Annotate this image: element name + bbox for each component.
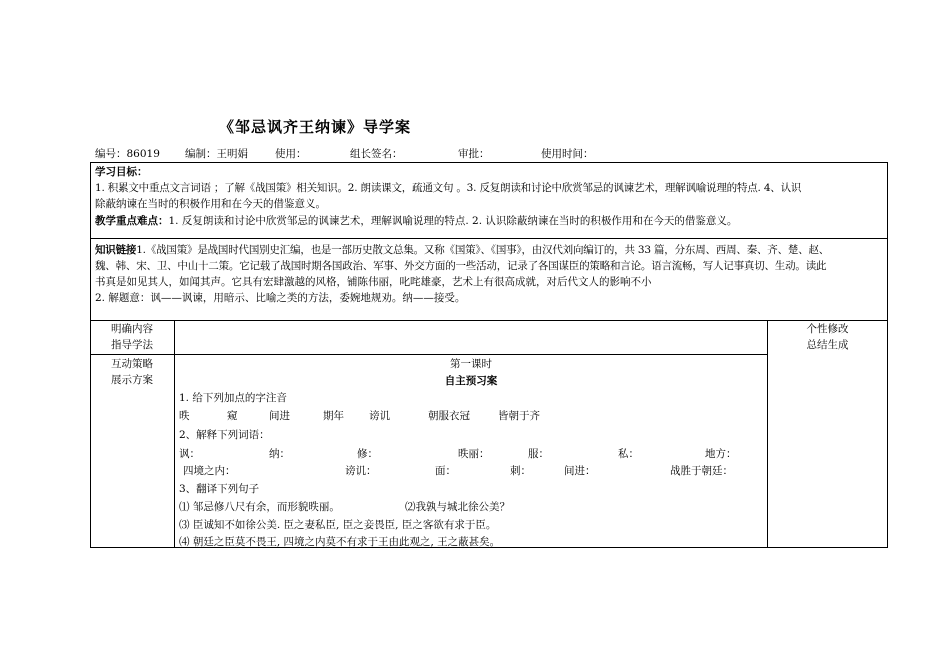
knowledge-line-4: 2. 解题意：讽——讽谏，用暗示、比喻之类的方法，委婉地规劝。纳——接受。 xyxy=(95,292,466,304)
knowledge-line-3: 书真是如见其人，如闻其声。它具有宏肆激越的风格，铺陈伟丽，叱咤雄豪，艺术上有很高成就，对后代文人的影响不小 xyxy=(95,276,652,288)
goals-line-2: 除蔽纳谏在当时的积极作用和在今天的借鉴意义。 xyxy=(95,198,326,210)
q2-term: 间进： xyxy=(564,465,596,477)
rule-row1-bottom xyxy=(90,354,767,355)
page-title: 《邹忌讽齐王纳谏》导学案 xyxy=(218,118,411,136)
knowledge-text-1: 1.《战国策》是战国时代国别史汇编，也是一部历史散文总集。又称《国策》、《国事》，由汉代刘向编订的，共 33 篇，分东周、西周、秦、齐、楚、赵、 xyxy=(136,244,830,256)
goals-line-1: 1. 积累文中重点文言词语 ；了解《战国策》相关知识。2. 朗读课文，疏通文句 。3. 反复朗读和讨论中欣赏邹忌的讽谏艺术，理解讽喻说理的特点. 4、认识 xyxy=(95,182,802,194)
right-col-a: 个性修改 xyxy=(806,323,849,335)
meta-use-time: 使用时间： xyxy=(541,148,594,160)
q2-term: 私： xyxy=(618,448,639,460)
sentence-1: ⑴ 邹忌修八尺有余，而形貌昳丽。 xyxy=(179,501,340,513)
key-text: 1. 反复朗读和讨论中欣赏邹忌的讽谏艺术，理解讽喻说理的特点. 2. 认识除蔽纳谏在当时的积极作用和在今天的借鉴意义。 xyxy=(168,215,738,227)
meta-leader: 组长签名： xyxy=(350,148,403,160)
knowledge-line-1 xyxy=(95,242,829,258)
q1-word: 皆朝于齐 xyxy=(498,410,540,422)
q2-row-2 xyxy=(183,463,768,479)
q2-term: 服： xyxy=(528,448,549,460)
meta-editor: 编制：王明娟 xyxy=(185,148,248,160)
q2-term: 讽： xyxy=(179,448,200,460)
key-points xyxy=(95,213,737,229)
q1-word: 谤讥 xyxy=(369,410,390,422)
key-heading: 教学重点难点： xyxy=(95,215,169,227)
q2-term: 昳丽： xyxy=(458,448,490,460)
q2-term: 面： xyxy=(435,465,456,477)
q1-heading: 1. 给下列加点的字注音 xyxy=(179,392,287,404)
q2-term: 纳： xyxy=(269,448,290,460)
q2-term: 四境之内： xyxy=(183,465,236,477)
knowledge-heading: 知识链接 xyxy=(95,244,137,256)
lesson-period: 第一课时 xyxy=(450,358,492,370)
q2-term: 刺： xyxy=(510,465,531,477)
left-row1-b: 指导学法 xyxy=(111,339,153,351)
goals-heading: 学习目标： xyxy=(95,166,148,178)
rule-goals-bottom xyxy=(90,238,888,239)
right-col-b: 总结生成 xyxy=(806,339,849,351)
left-row2-a: 互动策略 xyxy=(111,358,153,370)
q1-word: 朝服衣冠 xyxy=(428,410,470,422)
q1-word: 期年 xyxy=(323,410,344,422)
q2-row-1 xyxy=(179,446,764,462)
q1-word: 窥 xyxy=(227,410,238,422)
sentence-3: ⑶ 臣诚知不如徐公美. 臣之妻私臣, 臣之妾畏臣, 臣之客欲有求于臣。 xyxy=(179,519,497,531)
q2-term: 谤讥： xyxy=(345,465,377,477)
q2-heading: 2、解释下列词语： xyxy=(179,429,270,441)
rule-right-col xyxy=(767,320,768,548)
q2-term: 修： xyxy=(357,448,378,460)
sentence-4: ⑷ 朝廷之臣莫不畏王, 四境之内莫不有求于王由此观之, 王之蔽甚矣。 xyxy=(179,536,501,548)
q2-term: 战胜于朝廷： xyxy=(670,465,733,477)
meta-number: 编号：86019 xyxy=(95,148,160,160)
meta-approve: 审批： xyxy=(458,148,490,160)
knowledge-line-2: 魏、韩、宋、卫、中山十二策。它记载了战国时期各国政治、军事、外交方面的一些活动，记录了各国谋臣的策略和言论。语言流畅，写人记事真切、生动。读此 xyxy=(95,260,827,272)
meta-use: 使用： xyxy=(275,148,307,160)
left-row1-a: 明确内容 xyxy=(111,323,153,335)
left-row2-b: 展示方案 xyxy=(111,374,153,386)
rule-left-col xyxy=(174,320,175,548)
q1-word: 昳 xyxy=(179,410,190,422)
lesson-subtitle: 自主预习案 xyxy=(444,375,498,387)
sentence-2: ⑵我孰与城北徐公美？ xyxy=(405,501,510,513)
q1-word: 间进 xyxy=(269,410,290,422)
q1-words xyxy=(179,408,759,424)
q2-term: 地方： xyxy=(705,448,737,460)
q3-heading: 3、翻译下列句子 xyxy=(179,483,260,495)
